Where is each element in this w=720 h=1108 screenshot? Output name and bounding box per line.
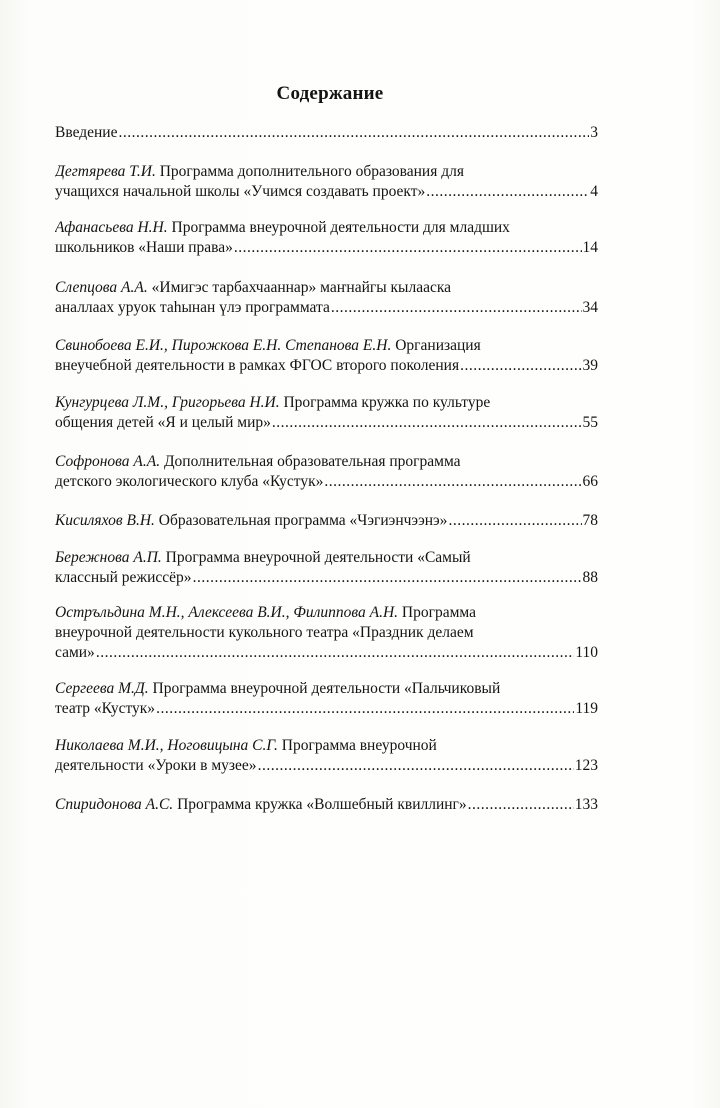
toc-title-text: Введение: [55, 124, 118, 141]
page-title: Содержание: [276, 83, 384, 104]
toc-entry: [55, 162, 598, 202]
dot-leader: [324, 472, 581, 492]
toc-last-line: [55, 756, 598, 776]
dot-leader: [272, 413, 582, 433]
toc-title-text: внеурочной деятельности кукольного театра «Праздник делаем: [55, 624, 474, 641]
toc-title-text: классный режиссёр»: [55, 569, 192, 586]
page-number: 4: [590, 183, 598, 200]
dot-leader: [234, 238, 582, 258]
toc-entry: [55, 218, 598, 258]
toc-title-text: Дополнительная образовательная программа: [163, 453, 461, 470]
toc-last-line: [55, 795, 598, 815]
toc-author: Бережнова А.П.: [55, 549, 162, 566]
dot-leader: [193, 568, 582, 588]
toc-last-line: [55, 356, 598, 376]
page-number: 39: [582, 357, 598, 374]
toc-author: Остръльдина М.Н., Алексеева В.И., Филиппова А.Н.: [55, 604, 399, 621]
page-number: 119: [575, 700, 598, 717]
dot-leader: [96, 643, 575, 663]
dot-leader: [460, 356, 581, 376]
toc-title-text: Программа внеурочной деятельности «Пальчиковый: [152, 680, 501, 697]
toc-title-text: детского экологического клуба «Кустук»: [55, 473, 324, 490]
toc-entry: [55, 123, 598, 143]
toc-text-line: [55, 336, 598, 356]
toc-author: Слепцова А.А.: [55, 279, 148, 296]
dot-leader: [331, 298, 582, 318]
toc-title-text: школьников «Наши права»: [55, 239, 233, 256]
toc-text-line: [55, 278, 598, 298]
toc-title-text: учащихся начальной школы «Учимся создавать проект»: [55, 183, 426, 200]
toc-entry: [55, 393, 598, 433]
toc-last-line: [55, 568, 598, 588]
toc-last-line: [55, 472, 598, 492]
dot-leader: [118, 123, 589, 143]
toc-last-line: [55, 123, 598, 143]
page-number: 66: [582, 473, 598, 490]
page-number: 110: [575, 644, 598, 661]
page-number: 78: [582, 512, 598, 529]
toc-title-text: деятельности «Уроки в музее»: [55, 757, 257, 774]
toc-entry: [55, 679, 598, 719]
toc-text-line: [55, 218, 598, 238]
toc-title-text: «Имигэс тарбахчааннар» маҥнайгы кылааска: [151, 279, 452, 296]
toc-last-line: [55, 238, 598, 258]
toc-author: Николаева М.И., Ноговицына С.Г.: [55, 737, 278, 754]
toc-last-line: [55, 413, 598, 433]
toc-text-line: [55, 162, 598, 182]
dot-leader: [468, 795, 574, 815]
dot-leader: [156, 699, 574, 719]
toc-title-text: Программа: [401, 604, 476, 621]
toc-entry: [55, 278, 598, 318]
toc-title-text: Программа внеурочной: [281, 737, 437, 754]
toc-author: Спиридонова А.С.: [55, 796, 174, 813]
dot-leader: [426, 182, 589, 202]
toc-author: Дегтярева Т.И.: [55, 163, 156, 180]
toc-title-text: внеучебной деятельности в рамках ФГОС второго поколения: [55, 357, 460, 374]
page-number: 14: [582, 239, 598, 256]
toc-entry: [55, 548, 598, 588]
page-number: 3: [590, 124, 598, 141]
toc-title-text: Программа кружка «Волшебный квиллинг»: [177, 796, 467, 813]
toc-title-text: Образовательная программа «Чэгиэнчээнэ»: [158, 512, 448, 529]
page-number: 55: [582, 414, 598, 431]
toc-entry: [55, 736, 598, 776]
page-number: 123: [574, 757, 598, 774]
page-number: 133: [574, 796, 598, 813]
page-number: 34: [582, 299, 598, 316]
toc-title-text: аналлаах уруок таһынан үлэ программата: [55, 299, 330, 316]
page-number: 88: [582, 569, 598, 586]
toc-title-text: Организация: [395, 337, 481, 354]
toc-text-line: [55, 736, 598, 756]
toc-entry: [55, 336, 598, 376]
toc-title-text: Программа дополнительного образования для: [159, 163, 464, 180]
toc-title-text: общения детей «Я и целый мир»: [55, 414, 271, 431]
toc-entry: [55, 603, 598, 663]
toc-title-text: Программа внеурочной деятельности для младших: [171, 219, 510, 236]
dot-leader: [448, 511, 581, 531]
toc-text-line: [55, 548, 598, 568]
toc-title-text: театр «Кустук»: [55, 700, 156, 717]
toc-last-line: [55, 643, 598, 663]
toc-entry: [55, 452, 598, 492]
dot-leader: [258, 756, 574, 776]
toc-text-line: [55, 393, 598, 413]
toc-last-line: [55, 511, 598, 531]
toc-title-text: Программа кружка по культуре: [283, 394, 491, 411]
toc-title-text: Программа внеурочной деятельности «Самый: [165, 549, 471, 566]
toc-author: Сергеева М.Д.: [55, 680, 149, 697]
toc-text-line: [55, 452, 598, 472]
toc-text-line: [55, 603, 598, 623]
toc-last-line: [55, 298, 598, 318]
toc-last-line: [55, 182, 598, 202]
toc-text-line: [55, 679, 598, 699]
toc-author: Свинобоева Е.И., Пирожкова Е.Н. Степанова Е.Н.: [55, 337, 392, 354]
toc-author: Кисиляхов В.Н.: [55, 512, 155, 529]
toc-entry: [55, 511, 598, 531]
toc-author: Афанасьева Н.Н.: [55, 219, 168, 236]
toc-last-line: [55, 699, 598, 719]
toc-author: Софронова А.А.: [55, 453, 161, 470]
toc-title-text: сами»: [55, 644, 95, 661]
toc-text-line: [55, 623, 598, 643]
toc-entry: [55, 795, 598, 815]
toc-author: Кунгурцева Л.М., Григорьева Н.И.: [55, 394, 280, 411]
